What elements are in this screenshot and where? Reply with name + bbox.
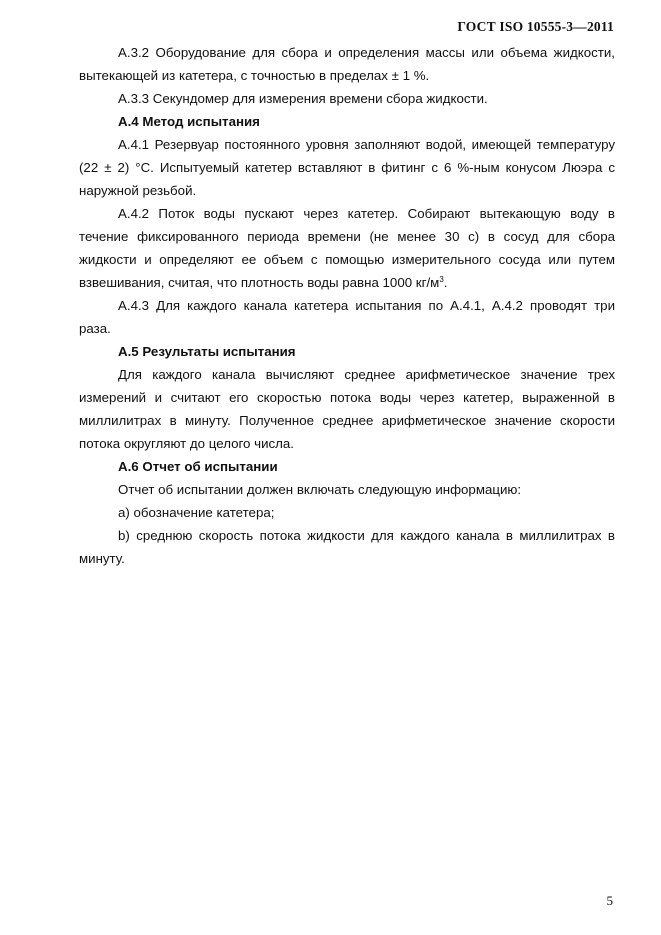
- page-number: 5: [606, 893, 613, 908]
- paragraph-a33: А.3.3 Секундомер для измерения времени сбора жидкости.: [118, 91, 488, 106]
- paragraph-a6-intro: Отчет об испытании должен включать следующую информацию:: [118, 482, 522, 497]
- section-heading-a6: А.6 Отчет об испытании: [118, 459, 278, 474]
- paragraph-a42-end: .: [443, 275, 448, 290]
- paragraph-a32: А.3.2 Оборудование для сбора и определения массы или объема жидкости, вытекающей из катетера, с точностью в пределах ± 1 %.: [79, 45, 615, 83]
- section-heading-a5: А.5 Результаты испытания: [118, 344, 296, 359]
- section-heading-a4: А.4 Метод испытания: [118, 114, 260, 129]
- paragraph-a42-text: А.4.2 Поток воды пускают через катетер. Собирают вытекающую воду в течение фиксированного периода времени (не менее 30 с) в сосуд для сбора жидкости и определяют ее объем с помощью измерительного сосуда или путем взвешивания, считая, что плотность воды равна 1000 кг/м: [79, 206, 615, 290]
- paragraph-a41: А.4.1 Резервуар постоянного уровня заполняют водой, имеющей температуру (22 ± 2) °С. Испытуемый катетер вставляют в фитинг с 6 %-ным конусом Люэра с наружной резьбой.: [79, 137, 615, 198]
- list-item-b: b) среднюю скорость потока жидкости для каждого канала в миллилитрах в минуту.: [79, 528, 615, 566]
- list-item-a: а) обозначение катетера;: [118, 505, 275, 520]
- paragraph-a43: А.4.3 Для каждого канала катетера испытания по А.4.1, А.4.2 проводят три раза.: [79, 298, 615, 336]
- paragraph-a5: Для каждого канала вычисляют среднее арифметическое значение трех измерений и считают его скоростью потока воды через катетер, выраженной в миллилитрах в минуту. Полученное среднее арифметическое значение скорости потока округляют до целого числа.: [79, 367, 615, 451]
- superscript-cubed: 3: [439, 275, 444, 284]
- document-body: [79, 41, 615, 570]
- paragraph-a42: [79, 202, 615, 294]
- document-header: ГОСТ ISO 10555-3—2011: [457, 19, 614, 34]
